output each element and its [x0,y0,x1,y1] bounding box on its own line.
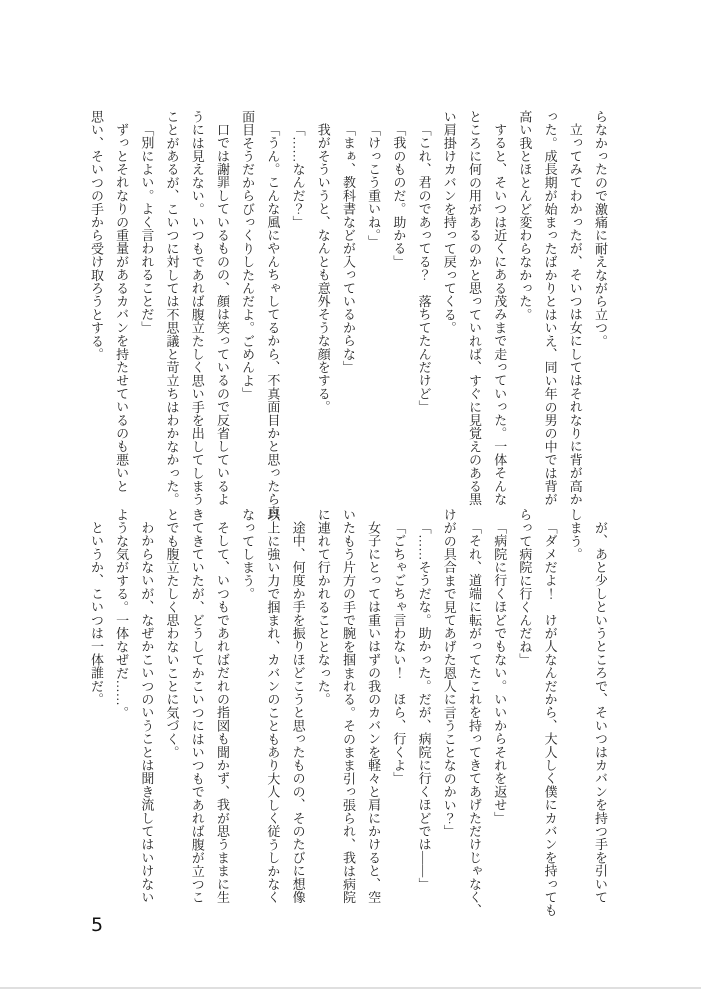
text-line: しまう。 [567,508,583,561]
text-line: 以上に強い力で掴まれ、カバンのこともあり大人しく従うしかなく [265,508,281,904]
text-line: ような気がする。一体なぜだ……。 [114,508,130,720]
text-line: 面目そうだからびっくりしたんだよ。ごめんよ」 [240,110,256,401]
text-line: 我がそういうと、なんとも意外そうな顔をする。 [315,123,331,414]
text-line: 女子にとっては重いはずの我のカバンを軽々と肩にかけると、空 [366,521,382,904]
text-line: とでも腹立たしく思わないことに気づく。 [164,508,180,759]
text-line: 「別によい。よく言われることだ」 [139,123,155,335]
text-line: うには見えない。いつもであれば腹立たしく思い手を出してしまう [189,110,205,506]
text-line: った。成長期が始まったばかりとはいえ、同い年の男の中では背が [542,110,558,506]
text-line: すると、そいつは近くにある茂みまで走っていった。一体そんな [492,123,508,506]
text-line: が、あと少しというところで、そいつはカバンを持つ手を引いて [593,521,608,904]
text-line: らって病院に行くんだね」 [517,508,533,667]
text-line: 「けっこう重いね。」 [366,123,382,249]
text-line: 「うん。こんな風にやんちゃしてるから、不真面目かと思ったら真 [265,123,281,519]
text-line: 思い、そいつの手から受け取ろうとする。 [88,110,104,361]
text-line: 「これ、君のであってる？ 落ちてたんだけど」 [416,123,432,414]
text-line: わからないが、なぜかこいつのいうことは聞き流してはいけない [139,521,155,904]
text-line: 「……なんだ？」 [290,123,306,229]
lower-text-band [84,508,613,938]
text-line: いたもう片方の手で腕を掴まれる。そのまま引っ張られ、我は病院 [340,508,356,904]
text-line: そして、いつもであればだれの指図も聞かず、我が思うままに生 [214,521,230,904]
text-line: ことがあるが、こいつに対しては不思議と苛立ちはわかなかった。 [164,110,180,506]
text-line: らなかったので激痛に耐えながら立つ。 [593,110,608,348]
text-line: というか、こいつは一体誰だ。 [88,521,104,706]
text-line: 「まぁ、教科書などが入っているからな」 [340,123,356,374]
page-bottom-edge [0,987,701,989]
text-line: 「……そうだな。助かった。だが、病院に行くほどでは――」 [416,521,432,891]
text-line: 高い我とほとんど変わらなかった。 [517,110,533,322]
text-line: 「それ、道端に転がってたこれを持ってきてあげただけじゃなく、 [466,521,482,917]
text-line: 口では謝罪しているものの、顔は笑っているので反省しているよ [214,123,230,506]
text-line: なってしまう。 [240,508,256,601]
text-line: ずっとそれなりの重量があるカバンを持たせているのも悪いと [114,123,130,493]
upper-text-band [84,110,613,519]
text-line: い肩掛けカバンを持って戻ってくる。 [441,110,457,335]
text-line: 「病院に行くほどでもない。いいからそれを返せ」 [492,521,508,825]
text-line: ところに何の用があるのかと思っていれば、すぐに見覚えのある黒 [466,110,482,506]
text-line: 「ダメだよ！ けが人なんだから、大人しく僕にカバンを持っても [542,521,558,917]
text-line: 立ってみてわかったが、そいつは女にしてはそれなりに背が高か [567,123,583,506]
text-line: に連れて行かれることとなった。 [315,508,331,706]
text-line: けがの具合まで見てあげた恩人に言うことなのかい？」 [441,508,457,838]
text-line: 途中、何度か手を振りほどこうと思ったものの、そのたびに想像 [290,521,306,904]
page-number: 5 [91,914,104,936]
text-line: きてきていたが、どうしてかこいつにはいつもであれば腹が立つこ [189,508,205,904]
text-line: 「ごちゃごちゃ言わない！ ほら、行くよ」 [391,521,407,785]
text-line: 「我のものだ。助かる」 [391,123,407,269]
